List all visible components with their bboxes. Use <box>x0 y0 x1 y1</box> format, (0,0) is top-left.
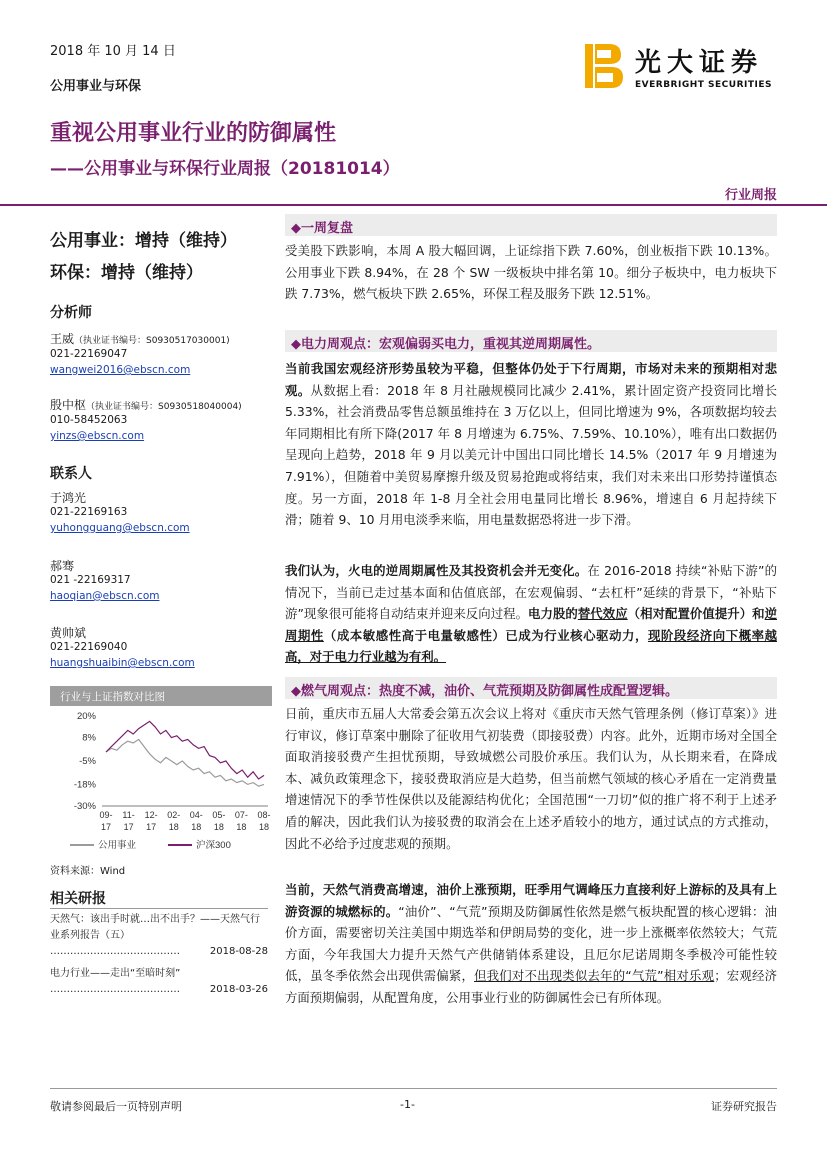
related-heading: 相关研报 <box>50 891 106 907</box>
sector-label: 公用事业与环保 <box>50 79 142 94</box>
emphasis-text: 电力股的 <box>528 606 578 622</box>
emphasis-text: 当前我国宏观经济形势虽较为平稳，但整体仍处于下行周期，市场对未来的预期相对悲观。 <box>285 361 777 398</box>
chart-title-bar <box>50 686 272 706</box>
legend-label: 公用事业 <box>98 840 137 851</box>
y-tick-label: -18% <box>73 779 96 791</box>
gas-paragraph-2 <box>285 879 777 1009</box>
x-tick-label: 11- <box>122 810 135 820</box>
logo-english-name: EVERBRIGHT SECURITIES <box>635 80 772 90</box>
underlined-emphasis: 现阶段经济向下概率越高，对于电力行业越为有利。 <box>285 627 778 665</box>
related-report-item[interactable] <box>50 912 268 960</box>
page-title: 重视公用事业行业的防御属性 <box>50 121 337 146</box>
chart-title: 行业与上证指数对比图 <box>60 691 165 703</box>
section-title: ◆燃气周观点：热度不减，油价、气荒预期及防御属性成配置逻辑。 <box>291 684 678 699</box>
page-number: -1- <box>400 1098 415 1111</box>
x-tick-label: 09- <box>99 810 113 820</box>
related-report-meta <box>50 982 268 998</box>
emphasis-text: 当前，天然气消费高增速，油价上涨预期，旺季用气调峰压力直接利好上游标的及具有上游资源的城燃标的。 <box>285 882 777 919</box>
related-report-meta <box>50 944 268 960</box>
series-line-csi300 <box>106 721 264 779</box>
everbright-logo-icon <box>583 42 623 90</box>
x-tick-label: 18 <box>213 822 224 832</box>
header-divider <box>0 204 827 206</box>
series-line-utilities <box>106 739 264 786</box>
emphasis-text: （相对配置价值提升）和 <box>627 606 765 622</box>
x-tick-label: 05- <box>212 810 226 820</box>
y-tick-label: -30% <box>73 801 96 812</box>
underlined-text: 但我们对不出现类似去年的“气荒”相对乐观 <box>474 968 715 984</box>
footer-report-label: 证券研究报告 <box>711 1100 777 1113</box>
contact-email-link[interactable]: yuhongguang@ebscn.com <box>50 522 190 534</box>
legend-label: 沪深300 <box>196 840 231 851</box>
report-type-label: 行业周报 <box>724 188 777 203</box>
related-report-item[interactable] <box>50 966 268 998</box>
analysts-heading: 分析师 <box>50 305 92 321</box>
analyst-name-text: 王威 <box>50 332 75 346</box>
x-tick-label: 18 <box>236 822 247 832</box>
analyst-name-text: 殷中枢 <box>50 398 87 412</box>
section-header-weekly-review <box>285 214 777 236</box>
chart-plot <box>50 706 272 872</box>
x-tick-label: 02- <box>167 810 181 820</box>
related-report-date: 2018-08-28 <box>209 946 268 957</box>
x-tick-label: 08- <box>257 810 271 820</box>
power-paragraph-2 <box>285 560 777 668</box>
emphasis-text: 我们认为，火电的逆周期属性及其投资机会并无变化。 <box>285 563 588 578</box>
x-tick-label: 17 <box>123 822 134 832</box>
footer-disclaimer-note: 敬请参阅最后一页特别声明 <box>50 1100 182 1113</box>
everbright-logo <box>583 40 783 96</box>
x-tick-label: 07- <box>234 810 248 820</box>
contact-email-link[interactable]: haoqian@ebscn.com <box>50 590 160 602</box>
contact-phone: 021-22169040 <box>50 641 128 653</box>
rating-utilities: 公用事业：增持（维持） <box>50 231 237 251</box>
body-text: ；宏观经济方面预期偏弱，从配置角度，公用事业行业的防御属性会已有所体现。 <box>285 968 778 1005</box>
dot-leader: ………………………………… <box>50 984 180 995</box>
x-tick-label: 18 <box>258 822 270 832</box>
contact-phone: 021 -22169317 <box>50 574 131 586</box>
body-text: “油价”、“气荒”预期及防御属性依然是燃气板块配置的核心逻辑：油价方面，需要密切关注美国中期选举和伊朗局势的变化，进一步上涨概率依然较大；气荒方面，今年我国大力提升天然气产供储销体系建设，且厄尔尼诺周期冬季极冷可能性较低，虽冬季依然会出现供需偏紧， <box>285 903 778 984</box>
gas-paragraph-1: 日前，重庆市五届人大常委会第五次会议上将对《重庆市天然气管理条例（修订草案）》进行审议，修订草案中删除了征收用气初装费（即接驳费）内容。此外，近期市场对全国全面取消接驳费产生担忧预期，导致城燃公司股价承压。我们认为，从长期来看，在降成本、减负政策理念下，接驳费取消应是大趋势，但当前燃气领域的核心矛盾在一定消费量增速情况下的季节性保供以及能源结构优化；全国范围“一刀切”似的推广将不利于上述矛盾的解决，因此我们认为接驳费的取消会在上述矛盾较小的地方，通过试点的方式推动，因此不必给予过度悲观的预期。 <box>285 706 777 851</box>
related-report-title: 电力行业——走出“至暗时刻” <box>50 968 181 979</box>
x-tick-label: 17 <box>146 822 157 832</box>
related-divider <box>50 908 268 909</box>
analyst-phone: 010-58452063 <box>50 414 128 426</box>
body-text: 在 2016-2018 持续“补贴下游”的情况下，当前已走过基本面和估值底部，在宏观偏弱、“去杠杆”延续的背景下，“补贴下游”现象很可能将自动结束并迎来反向过程。 <box>285 563 777 622</box>
x-tick-label: 18 <box>168 822 179 832</box>
y-tick-label: 20% <box>76 711 96 722</box>
underlined-emphasis: 逆周期性 <box>285 606 778 643</box>
chart-source: 资料来源：Wind <box>50 866 126 877</box>
comparison-chart <box>50 686 272 872</box>
x-tick-label: 17 <box>100 822 112 832</box>
x-tick-label: 12- <box>144 810 158 820</box>
related-report-date: 2018-03-26 <box>209 984 268 995</box>
contacts-heading: 联系人 <box>50 466 92 482</box>
contact-name: 黄帅斌 <box>50 626 87 640</box>
analyst-cert: （执业证书编号：S0930518040004) <box>86 402 242 412</box>
analyst-name <box>50 330 230 347</box>
x-tick-label: 04- <box>189 810 203 820</box>
analyst-name <box>50 396 242 413</box>
emphasis-text: （成本敏感性高于电量敏感性）已成为行业核心驱动力， <box>323 627 648 643</box>
analyst-email-link[interactable]: yinzs@ebscn.com <box>50 430 145 442</box>
underlined-emphasis: 替代效应 <box>577 606 628 622</box>
body-text: 从数据上看：2018 年 8 月社融规模同比减少 2.41%，累计固定资产投资同比增长 5.33%，社会消费品零售总额虽维持在 3 万亿以上，但同比增速为 9%，各项数据均较去年同期相比有所下降(2017 年 8 月增速为 6.75%、7.59%、10.10%），唯有出口数据仍呈现向上趋势，2018 年 9 月以美元计中国出口同比增长 14.5%（2017 年 9 月增速为 7.91%），但随着中美贸易摩擦升级及贸易抢跑或将结束，我们对未来出口形势持谨慎态度。另一方面，2018 年 1-8 月全社会用电量同比增长 8.96%，增速自 6 月起持续下滑；随着 9、10 月用电淡季来临，用电量数据恐将进一步下滑。 <box>285 382 777 528</box>
power-paragraph-1 <box>285 358 777 531</box>
rating-environment: 环保：增持（维持） <box>50 263 203 283</box>
y-tick-label: 8% <box>82 732 96 744</box>
logo-chinese-name: 光大证券 <box>635 48 764 78</box>
page-subtitle: ——公用事业与环保行业周报（20181014） <box>50 159 400 179</box>
section-title: ◆电力周观点：宏观偏弱买电力，重视其逆周期属性。 <box>291 337 600 352</box>
section-header-power <box>285 330 777 352</box>
x-tick-label: 18 <box>191 822 202 832</box>
footer-divider <box>50 1088 777 1089</box>
contact-phone: 021-22169163 <box>50 506 128 518</box>
analyst-email-link[interactable]: wangwei2016@ebscn.com <box>50 364 191 376</box>
analyst-phone: 021-22169047 <box>50 348 128 360</box>
contact-email-link[interactable]: huangshuaibin@ebscn.com <box>50 657 195 669</box>
y-tick-label: -5% <box>79 756 96 767</box>
contact-name: 郝骞 <box>50 559 75 573</box>
weekly-review-paragraph: 受美股下跌影响，本周 A 股大幅回调，上证综指下跌 7.60%，创业板指下跌 10.13%。公用事业下跌 8.94%，在 28 个 SW 一级板块中排名第 10。细分子板块中，电力板块下跌 7.73%，燃气板块下跌 2.65%，环保工程及服务下跌 12.51%。 <box>285 243 777 302</box>
contact-name: 于鸿光 <box>50 491 87 505</box>
section-header-gas <box>285 677 777 699</box>
report-date: 2018 年 10 月 14 日 <box>50 44 176 59</box>
section-title: ◆一周复盘 <box>291 221 353 236</box>
related-report-title: 天然气：该出手时就…出不出手？——天然气行业系列报告（五） <box>50 914 260 941</box>
analyst-cert: （执业证书编号：S0930517030001) <box>74 336 230 346</box>
dot-leader: ………………………………… <box>50 946 180 957</box>
